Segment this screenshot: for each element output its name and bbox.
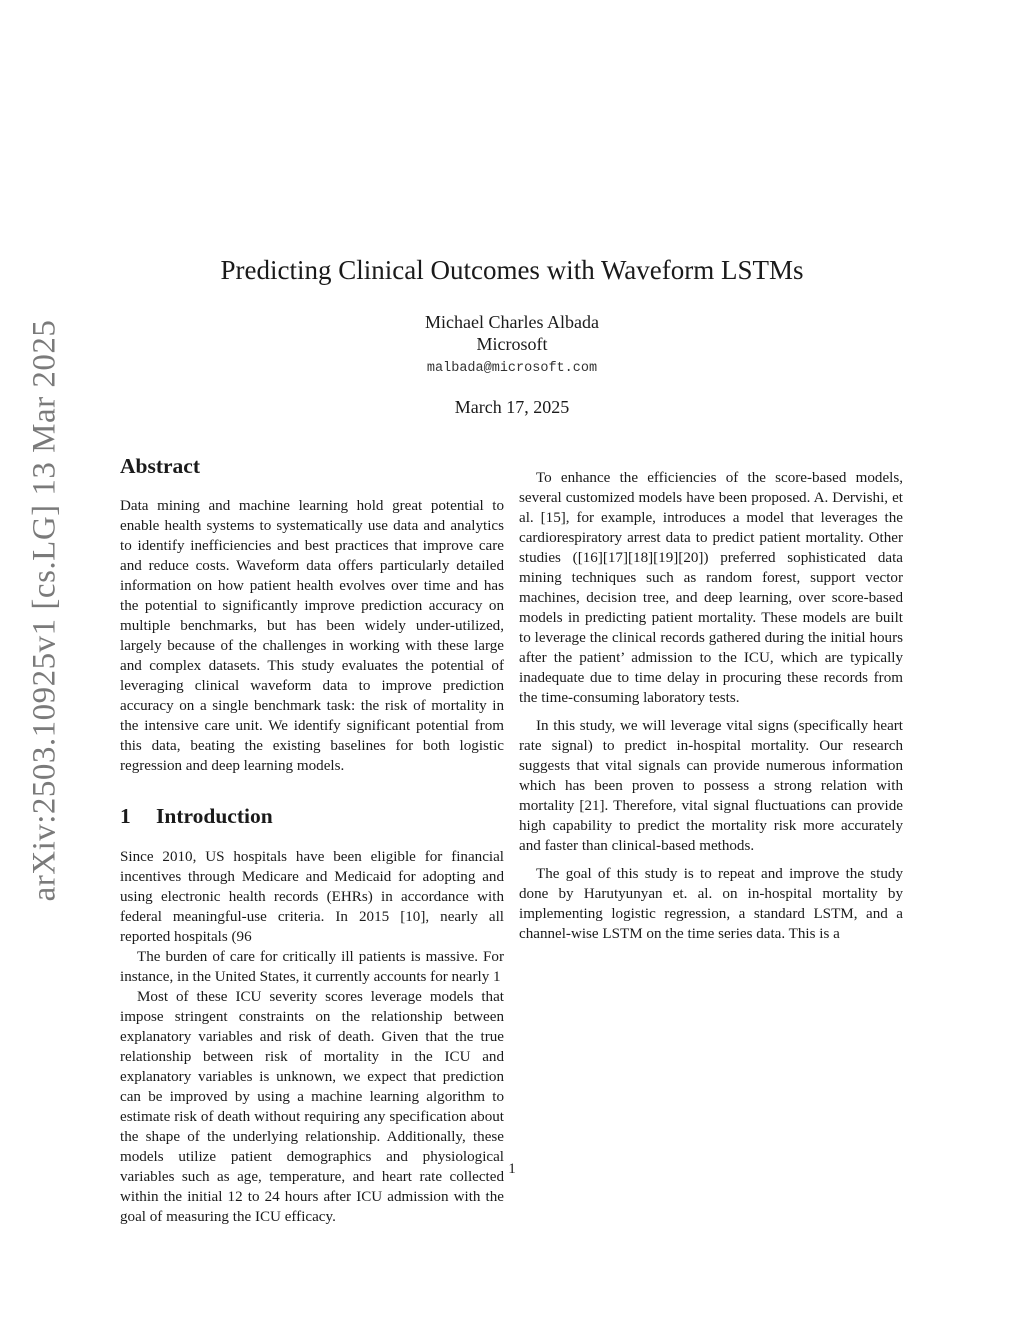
page-number: 1 — [508, 1161, 516, 1177]
author-affiliation: Microsoft — [476, 334, 548, 354]
author-block — [0, 311, 1024, 378]
section-heading-introduction — [120, 802, 504, 830]
intro-paragraph-1: Since 2010, US hospitals have been eligible for financial incentives through Medicare and Medicaid for adopting and using electronic health records (EHRs) in accordance with federal meaningful-use criteria. In 2015 [10], nearly all reported hospitals (96 — [120, 849, 504, 945]
section-number: 1 — [120, 804, 131, 828]
abstract-text: Data mining and machine learning hold great potential to enable health systems to systematically use data and analytics to identify inefficiencies and best practices that improve care and reduce costs. Waveform data offers particularly detailed information on how patient health evolves over time and has the potential to significantly improve prediction accuracy on multiple benchmarks, but has been widely under-utilized, largely because of the challenges in working with these large and complex datasets. This study evaluates the potential of leveraging clinical waveform data to improve prediction accuracy on a single benchmark task: the risk of mortality in the intensive care unit. We identify significant potential from this data, beating the existing baselines for both logistic regression and deep learning models. — [120, 498, 504, 774]
intro-paragraph-3: Most of these ICU severity scores leverage models that impose stringent constraints on the relationship between explanatory variables and risk of death. Given that the true relationship between risk of mortality in the ICU and explanatory variables is unknown, we expect that prediction can be improved by using a machine learning algorithm to estimate risk of death without requiring any specification about the shape of the underlying relationship. Additionally, these models utilize patient demographics and physiological variables such as age, temperature, and heart rate collected within the initial 12 to 24 hours after ICU admission with the goal of measuring the ICU efficacy. — [120, 989, 504, 1225]
abstract-heading: Abstract — [120, 454, 201, 478]
intro-paragraph-5: In this study, we will leverage vital signs (specifically heart rate signal) to predict in-hospital mortality. Our research suggests that vital signals can provide numerous information which has been proven to possess a strong relation with mortality [21]. Therefore, vital signal fluctuations can provide high capability to predict the mortality risk more accurately and faster than clinical-based methods. — [519, 718, 903, 854]
intro-paragraph-2: The burden of care for critically ill patients is massive. For instance, in the United States, it currently accounts for nearly 1 — [120, 949, 504, 985]
intro-paragraph-4: To enhance the efficiencies of the score-based models, several customized models have been proposed. A. Dervishi, et al. [15], for example, introduces a model that leverages the cardiorespiratory arrest data to predict patient mortality. Other studies ([16][17][18][19][20]) preferred sophisticated data mining techniques such as random forest, support vector machines, decision tree, and deep learning, over score-based models in predicting patient mortality. These models are built to leverage the clinical records gathered during the initial hours after the patient’ admission to the ICU, which are typically inadequate due to time delay in procuring these records from the time-consuming laboratory tests. — [519, 470, 903, 706]
section-title: Introduction — [156, 804, 273, 828]
right-column — [519, 460, 903, 944]
author-email: malbada@microsoft.com — [426, 361, 598, 376]
paper-date: March 17, 2025 — [454, 397, 570, 417]
arxiv-id-text: arXiv:2503.10925v1 [cs.LG] 13 Mar 2025 — [26, 319, 63, 901]
paper-title: Predicting Clinical Outcomes with Waveform LSTMs — [220, 255, 804, 285]
author-name: Michael Charles Albada — [425, 312, 599, 332]
left-column — [120, 450, 504, 1227]
intro-paragraph-6: The goal of this study is to repeat and improve the study done by Harutyunyan et. al. on in-hospital mortality by implementing logistic regression, a standard LSTM, and a channel-wise LSTM on the time series data. This is a — [519, 866, 903, 942]
